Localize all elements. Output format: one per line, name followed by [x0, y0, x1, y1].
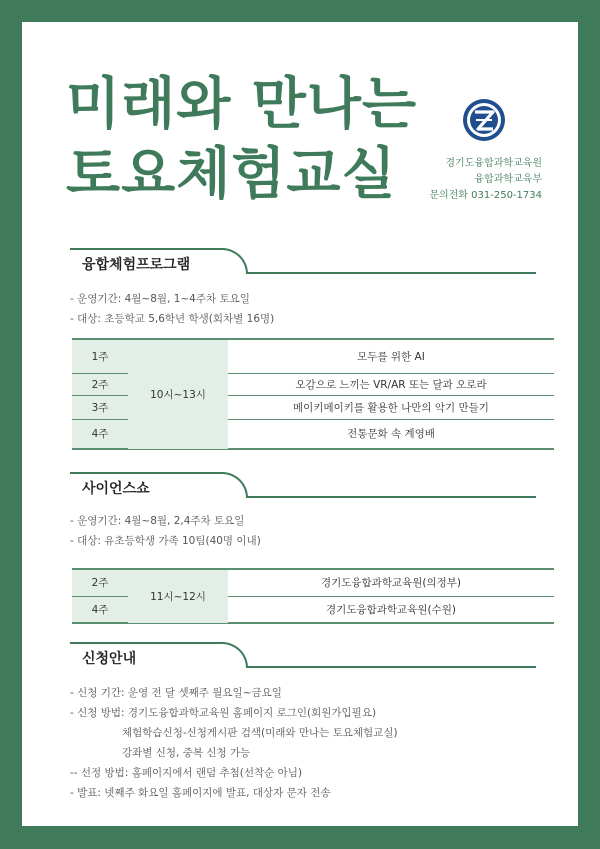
- table-row: [72, 569, 554, 596]
- location-cell: 경기도융합과학교육원(수원): [228, 596, 554, 623]
- list-item: 체험학습신청-신청게시판 검색(미래와 만나는 토요체험교실): [122, 727, 398, 739]
- program-name-cell: 메이키메이키를 활용한 나만의 악기 만들기: [228, 395, 554, 419]
- list-item: -- 선정 방법: 홈페이지에서 랜덤 추첨(선착순 아님): [70, 767, 303, 779]
- section-title: 융합체험프로그램: [82, 257, 191, 273]
- table-row: [72, 339, 554, 373]
- program-schedule-table: [72, 338, 554, 450]
- department-name: 융합과학교육부: [474, 174, 542, 185]
- list-item: - 대상: 유초등학생 가족 10팀(40명 이내): [70, 535, 261, 547]
- program-name-cell: 모두를 위한 AI: [228, 339, 554, 373]
- list-item: - 발표: 넷째주 화요일 홈페이지에 발표, 대상자 문자 전송: [70, 787, 331, 799]
- section-heading-science-show: [70, 472, 536, 500]
- section-title: 사이언스쇼: [82, 481, 150, 497]
- week-cell: 2주: [72, 569, 128, 596]
- program-info-list: [70, 289, 550, 329]
- program-name-cell: 오감으로 느끼는 VR/AR 또는 달과 오로라: [228, 373, 554, 395]
- section-heading-program: [70, 248, 536, 276]
- week-cell: 3주: [72, 395, 128, 419]
- poster-title: [66, 70, 417, 210]
- contact-phone: 문의전화 031-250-1734: [429, 190, 542, 201]
- list-item: - 운영기간: 4월~8월, 2,4주차 토요일: [70, 515, 245, 527]
- science-show-info-list: [70, 511, 550, 551]
- week-cell: 1주: [72, 339, 128, 373]
- list-item: - 신청 방법: 경기도융합과학교육원 홈페이지 로그인(회원가입필요): [70, 707, 377, 719]
- week-cell: 2주: [72, 373, 128, 395]
- poster: [22, 22, 578, 826]
- time-cell: 10시~13시: [128, 339, 228, 449]
- list-item: - 대상: 초등학교 5,6학년 학생(회차별 16명): [70, 313, 275, 325]
- week-cell: 4주: [72, 419, 128, 449]
- section-heading-application: [70, 642, 536, 670]
- list-item: 강좌별 신청, 중복 신청 가능: [122, 747, 251, 759]
- organization-emblem-icon: [462, 98, 506, 142]
- application-info-list: [70, 683, 550, 803]
- title-line-2: 토요체험교실: [66, 142, 397, 207]
- science-show-schedule-table: [72, 568, 554, 624]
- week-cell: 4주: [72, 596, 128, 623]
- section-title: 신청안내: [82, 651, 137, 667]
- time-cell: 11시~12시: [128, 569, 228, 623]
- list-item: - 운영기간: 4월~8월, 1~4주차 토요일: [70, 293, 250, 305]
- title-line-1: 미래와 만나는: [66, 72, 418, 137]
- location-cell: 경기도융합과학교육원(의정부): [228, 569, 554, 596]
- org-name: 경기도융합과학교육원: [445, 158, 542, 169]
- program-name-cell: 전통문화 속 계영배: [228, 419, 554, 449]
- list-item: - 신청 기간: 운영 전 달 셋째주 월요일~금요일: [70, 687, 282, 699]
